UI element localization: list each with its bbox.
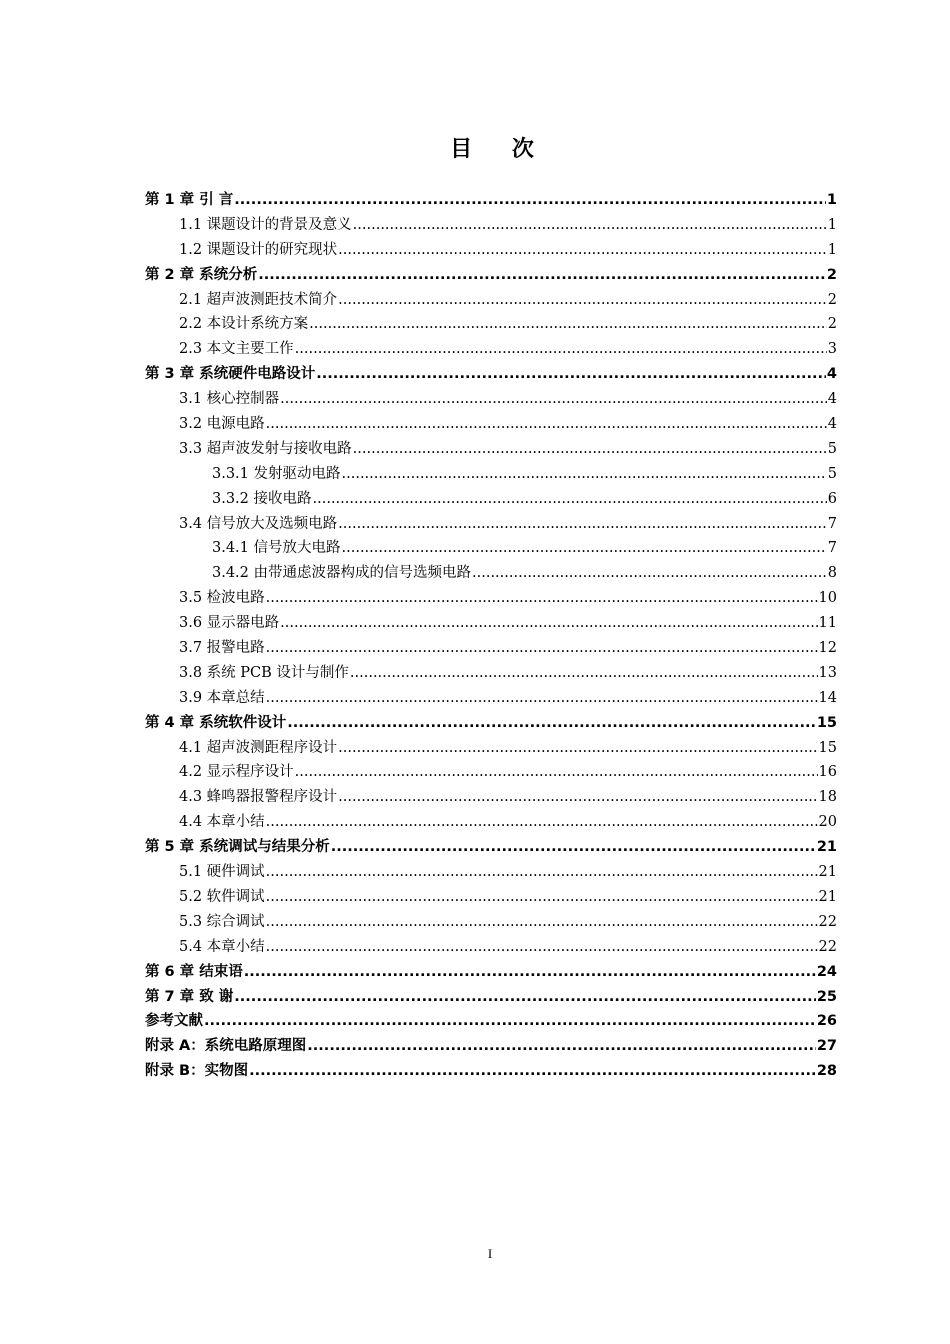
toc-entry-page: 1	[827, 216, 837, 233]
toc-entry[interactable]	[145, 213, 837, 238]
toc-entry-page: 28	[816, 1063, 837, 1080]
toc-dot-leader	[266, 935, 818, 960]
toc-entry[interactable]	[145, 686, 837, 711]
toc-entry[interactable]	[145, 387, 837, 412]
toc-dot-leader	[266, 910, 818, 935]
toc-dot-leader	[266, 885, 818, 910]
toc-entry[interactable]	[145, 736, 837, 761]
toc-entry-label: 参考文献	[145, 1013, 203, 1030]
toc-entry-label: 3.6 显示器电路	[179, 615, 280, 632]
toc-entry-label: 第 1 章 引 言	[145, 192, 234, 208]
toc-entry-label: 2.2 本设计系统方案	[179, 316, 309, 333]
toc-entry[interactable]	[145, 512, 837, 537]
toc-entry-page: 22	[818, 938, 837, 955]
toc-entry-page: 25	[816, 988, 837, 1005]
toc-entry-label: 4.1 超声波测距程序设计	[179, 739, 338, 756]
toc-entry[interactable]	[145, 238, 837, 263]
toc-dot-leader	[472, 561, 827, 586]
toc-entry-page: 10	[818, 590, 837, 607]
toc-entry-label: 第 3 章 系统硬件电路设计	[145, 366, 316, 383]
toc-entry-label: 3.5 检波电路	[179, 590, 265, 607]
toc-entry-page: 5	[827, 465, 837, 482]
toc-entry-label: 3.2 电源电路	[179, 416, 265, 433]
toc-entry-page: 16	[818, 764, 837, 781]
toc-entry-label: 第 5 章 系统调试与结果分析	[145, 839, 330, 856]
toc-dot-leader	[350, 661, 818, 686]
toc-entry-page: 12	[818, 640, 837, 657]
toc-entry[interactable]	[145, 362, 837, 387]
toc-entry[interactable]	[145, 835, 837, 860]
toc-entry-page: 2	[827, 291, 837, 308]
toc-dot-leader	[295, 760, 818, 785]
toc-dot-leader	[307, 1034, 816, 1059]
toc-entry[interactable]	[145, 885, 837, 910]
toc-entry-page: 27	[816, 1038, 837, 1055]
toc-dot-leader	[266, 412, 827, 437]
toc-entry-label: 附录 A：系统电路原理图	[145, 1038, 307, 1055]
toc-entry-label: 2.1 超声波测距技术简介	[179, 291, 338, 308]
toc-entry-label: 第 6 章 结束语	[145, 963, 243, 980]
toc-entry[interactable]	[145, 561, 837, 586]
toc-entry[interactable]	[145, 412, 837, 437]
toc-entry-label: 4.2 显示程序设计	[179, 764, 294, 781]
toc-entry-label: 1.1 课题设计的背景及意义	[179, 216, 352, 233]
toc-entry-page: 15	[818, 739, 837, 756]
toc-entry-label: 5.4 本章小结	[179, 938, 265, 955]
table-of-contents	[145, 188, 837, 1084]
toc-dot-leader	[353, 213, 827, 238]
toc-entry-page: 26	[816, 1013, 837, 1030]
toc-entry-label: 5.2 软件调试	[179, 888, 265, 905]
page-number: I	[487, 1246, 493, 1261]
toc-entry-page: 8	[827, 565, 837, 582]
toc-entry-page: 11	[818, 615, 837, 632]
toc-dot-leader	[244, 960, 816, 985]
toc-entry[interactable]	[145, 860, 837, 885]
toc-entry[interactable]	[145, 437, 837, 462]
toc-dot-leader	[266, 586, 818, 611]
toc-entry-page: 2	[827, 316, 837, 333]
toc-entry[interactable]	[145, 1009, 837, 1034]
toc-entry[interactable]	[145, 1034, 837, 1059]
toc-entry[interactable]	[145, 263, 837, 288]
toc-dot-leader	[295, 337, 827, 362]
toc-dot-leader	[266, 686, 818, 711]
toc-entry-label: 3.4.2 由带通虑波器构成的信号选频电路	[212, 565, 472, 582]
toc-entry[interactable]	[145, 611, 837, 636]
toc-entry[interactable]	[145, 536, 837, 561]
toc-entry[interactable]	[145, 312, 837, 337]
toc-dot-leader	[342, 462, 827, 487]
toc-dot-leader	[331, 835, 816, 860]
toc-entry-label: 第 2 章 系统分析	[145, 266, 258, 283]
toc-entry[interactable]	[145, 462, 837, 487]
toc-entry-page: 5	[827, 440, 837, 457]
toc-entry-page: 1	[826, 192, 837, 208]
toc-entry-page: 3	[827, 341, 837, 358]
toc-entry-label: 3.9 本章总结	[179, 689, 265, 706]
toc-dot-leader	[316, 362, 826, 387]
toc-dot-leader	[280, 611, 817, 636]
toc-entry[interactable]	[145, 288, 837, 313]
toc-entry-label: 3.4.1 信号放大电路	[212, 540, 341, 557]
toc-dot-leader	[234, 188, 826, 213]
toc-entry-label: 3.4 信号放大及选频电路	[179, 515, 338, 532]
toc-entry[interactable]	[145, 188, 837, 213]
toc-entry-label: 3.3.2 接收电路	[212, 490, 312, 507]
toc-dot-leader	[342, 536, 827, 561]
toc-dot-leader	[338, 512, 827, 537]
toc-dot-leader	[258, 263, 826, 288]
toc-entry-page: 18	[818, 789, 837, 806]
toc-entry[interactable]	[145, 910, 837, 935]
toc-entry-label: 附录 B：实物图	[145, 1063, 249, 1080]
toc-entry[interactable]	[145, 810, 837, 835]
toc-entry[interactable]	[145, 985, 837, 1010]
toc-entry-page: 6	[827, 490, 837, 507]
toc-dot-leader	[353, 437, 827, 462]
toc-entry-page: 20	[818, 814, 837, 831]
toc-entry[interactable]	[145, 711, 837, 736]
toc-dot-leader	[249, 1059, 816, 1084]
toc-entry-label: 3.1 核心控制器	[179, 391, 280, 408]
toc-entry[interactable]	[145, 1059, 837, 1084]
toc-dot-leader	[204, 1009, 816, 1034]
toc-entry-page: 14	[818, 689, 837, 706]
toc-dot-leader	[338, 785, 817, 810]
toc-entry[interactable]	[145, 785, 837, 810]
toc-entry[interactable]	[145, 661, 837, 686]
toc-entry-label: 4.4 本章小结	[179, 814, 265, 831]
toc-dot-leader	[309, 312, 827, 337]
toc-entry-page: 7	[827, 540, 837, 557]
toc-entry[interactable]	[145, 487, 837, 512]
toc-entry-page: 1	[827, 241, 837, 258]
toc-entry-page: 2	[826, 266, 837, 283]
toc-dot-leader	[338, 288, 827, 313]
toc-entry[interactable]	[145, 636, 837, 661]
toc-entry-label: 第 4 章 系统软件设计	[145, 714, 287, 731]
toc-entry-label: 1.2 课题设计的研究现状	[179, 241, 338, 258]
toc-entry-label: 2.3 本文主要工作	[179, 341, 294, 358]
toc-dot-leader	[266, 810, 818, 835]
toc-entry-page: 21	[816, 839, 837, 856]
toc-entry-label: 第 7 章 致 谢	[145, 988, 234, 1005]
toc-dot-leader	[313, 487, 827, 512]
toc-entry-label: 3.3 超声波发射与接收电路	[179, 440, 352, 457]
toc-entry-label: 4.3 蜂鸣器报警程序设计	[179, 789, 338, 806]
toc-entry[interactable]	[145, 337, 837, 362]
toc-entry[interactable]	[145, 935, 837, 960]
toc-dot-leader	[234, 985, 816, 1010]
toc-entry[interactable]	[145, 760, 837, 785]
toc-entry-page: 4	[827, 416, 837, 433]
toc-dot-leader	[266, 860, 818, 885]
toc-dot-leader	[338, 238, 827, 263]
page-title: 目 次	[450, 137, 550, 162]
toc-entry-page: 15	[816, 714, 837, 731]
toc-entry-label: 3.7 报警电路	[179, 640, 265, 657]
toc-entry-label: 3.3.1 发射驱动电路	[212, 465, 341, 482]
toc-entry-label: 5.3 综合调试	[179, 913, 265, 930]
toc-entry-page: 21	[818, 888, 837, 905]
toc-entry-page: 4	[826, 366, 837, 383]
toc-entry-page: 7	[827, 515, 837, 532]
toc-entry-page: 4	[827, 391, 837, 408]
toc-entry-page: 22	[818, 913, 837, 930]
toc-entry[interactable]	[145, 960, 837, 985]
toc-dot-leader	[266, 636, 818, 661]
toc-entry-page: 13	[818, 664, 837, 681]
toc-dot-leader	[280, 387, 827, 412]
toc-dot-leader	[338, 736, 817, 761]
toc-entry-label: 5.1 硬件调试	[179, 864, 265, 881]
toc-entry[interactable]	[145, 586, 837, 611]
toc-entry-page: 21	[818, 864, 837, 881]
toc-entry-label: 3.8 系统 PCB 设计与制作	[179, 664, 349, 681]
toc-entry-page: 24	[816, 963, 837, 980]
toc-dot-leader	[287, 711, 816, 736]
